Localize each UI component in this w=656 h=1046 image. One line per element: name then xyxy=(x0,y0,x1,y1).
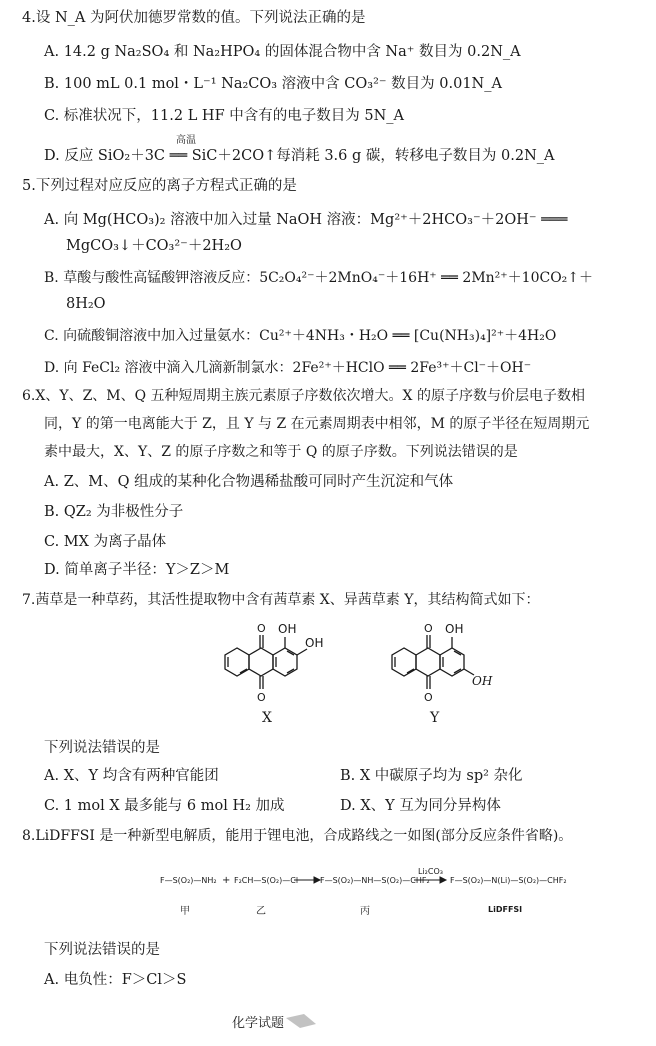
x-bottom-oxygen: O xyxy=(257,691,266,704)
compound-yi: F₂CH—S(O₂)—Cl xyxy=(234,876,299,885)
q8-stem: 8.LiDFFSI 是一种新型电解质，能用于锂电池，合成路线之一如图(部分反应条件省略)。 xyxy=(22,828,573,844)
molecule-y-label: Y xyxy=(430,710,440,726)
product-name-lidffsi: LiDFFSI xyxy=(488,905,523,914)
molecule-y-structure xyxy=(372,615,512,705)
scheme-plus: + xyxy=(222,875,231,886)
q4-option-a: A. 14.2 g Na₂SO₄ 和 Na₂HPO₄ 的固体混合物中含 Na⁺ 数目为 0.2N_A xyxy=(44,44,521,60)
y-bottom-oxygen: O xyxy=(424,691,433,704)
label-bing: 丙 xyxy=(360,906,370,917)
q4-option-d: D. 反应 SiO₂＋3C ══ SiC＋2CO↑每消耗 3.6 g 碳，转移电子数目为 0.2N_A xyxy=(44,148,555,164)
q6-option-b: B. QZ₂ 为非极性分子 xyxy=(44,504,184,520)
q4-d-condition: 高温 xyxy=(176,135,196,146)
q6-option-d: D. 简单离子半径：Y＞Z＞M xyxy=(44,562,230,578)
y-top-oxygen: O xyxy=(424,622,433,635)
q5-option-a-line1: A. 向 Mg(HCO₃)₂ 溶液中加入过量 NaOH 溶液：Mg²⁺＋2HCO₃⁻＋2OH⁻ ═══ xyxy=(44,212,568,228)
q4-option-b: B. 100 mL 0.1 mol・L⁻¹ Na₂CO₃ 溶液中含 CO₃²⁻ 数目为 0.01N_A xyxy=(44,76,502,92)
x-oh-2: OH xyxy=(305,636,324,650)
compound-jia: F—S(O₂)—NH₂ xyxy=(160,876,217,885)
q5-option-b-line1: B. 草酸与酸性高锰酸钾溶液反应：5C₂O₄²⁻＋2MnO₄⁻＋16H⁺ ══ 2Mn²⁺＋10CO₂↑＋ xyxy=(44,270,594,286)
q5-stem: 5.下列过程对应反应的离子方程式正确的是 xyxy=(22,178,297,194)
q8-synthesis-scheme xyxy=(160,850,567,920)
q6-stem-line2: 同，Y 的第一电离能大于 Z，且 Y 与 Z 在元素周期表中相邻，M 的原子半径在短周期元 xyxy=(44,416,590,432)
compound-bing: F—S(O₂)—NH—S(O₂)—CHF₂ xyxy=(320,876,430,885)
q8-ask: 下列说法错误的是 xyxy=(44,942,160,958)
q7-stem: 7.茜草是一种草药，其活性提取物中含有茜草素 X、异茜草素 Y，其结构简式如下： xyxy=(22,592,540,608)
y-oh-1: OH xyxy=(445,622,464,636)
q6-option-c: C. MX 为离子晶体 xyxy=(44,534,167,550)
q4-stem: 4.设 N_A 为阿伏加德罗常数的值。下列说法正确的是 xyxy=(22,10,366,26)
x-oh-1: OH xyxy=(278,622,297,636)
q8-option-a: A. 电负性：F＞Cl＞S xyxy=(44,972,187,988)
q5-option-a-line2: MgCO₃↓＋CO₃²⁻＋2H₂O xyxy=(66,238,242,254)
q5-option-b-line2: 8H₂O xyxy=(66,296,106,312)
q5-option-c: C. 向硫酸铜溶液中加入过量氨水：Cu²⁺＋4NH₃・H₂O ══ [Cu(NH₃)₄]²⁺＋4H₂O xyxy=(44,328,557,344)
q6-stem-line1: 6.X、Y、Z、M、Q 五种短周期主族元素原子序数依次增大。X 的原子序数与价层电子数相 xyxy=(22,388,585,404)
q6-option-a: A. Z、M、Q 组成的某种化合物遇稀盐酸可同时产生沉淀和气体 xyxy=(44,474,454,490)
label-jia: 甲 xyxy=(180,906,190,917)
q6-stem-line3: 素中最大，X、Y、Z 的原子序数之和等于 Q 的原子序数。下列说法错误的是 xyxy=(44,444,518,460)
q4-option-c: C. 标准状况下，11.2 L HF 中含有的电子数目为 5N_A xyxy=(44,108,404,124)
q5-option-d: D. 向 FeCl₂ 溶液中滴入几滴新制氯水：2Fe²⁺＋HClO ══ 2Fe³⁺＋Cl⁻＋OH⁻ xyxy=(44,360,532,376)
page-footer: 化学试题 xyxy=(232,1016,285,1031)
molecule-x-structure xyxy=(205,615,335,705)
q7-ask: 下列说法错误的是 xyxy=(44,740,160,756)
label-yi: 乙 xyxy=(256,906,266,917)
q7-option-a: A. X、Y 均含有两种官能团 xyxy=(44,768,219,784)
x-top-oxygen: O xyxy=(257,622,266,635)
molecule-x-label: X xyxy=(262,710,272,726)
compound-product: F—S(O₂)—N(Li)—S(O₂)—CHF₂ xyxy=(450,876,567,885)
y-oh-2: OH xyxy=(472,674,493,688)
footer-fade-mark xyxy=(286,1012,316,1032)
q7-option-b: B. X 中碳原子均为 sp² 杂化 xyxy=(340,768,523,784)
q7-option-c: C. 1 mol X 最多能与 6 mol H₂ 加成 xyxy=(44,798,285,814)
reagent-li2co3: Li₂CO₃ xyxy=(418,867,443,876)
q7-option-d: D. X、Y 互为同分异构体 xyxy=(340,798,501,814)
